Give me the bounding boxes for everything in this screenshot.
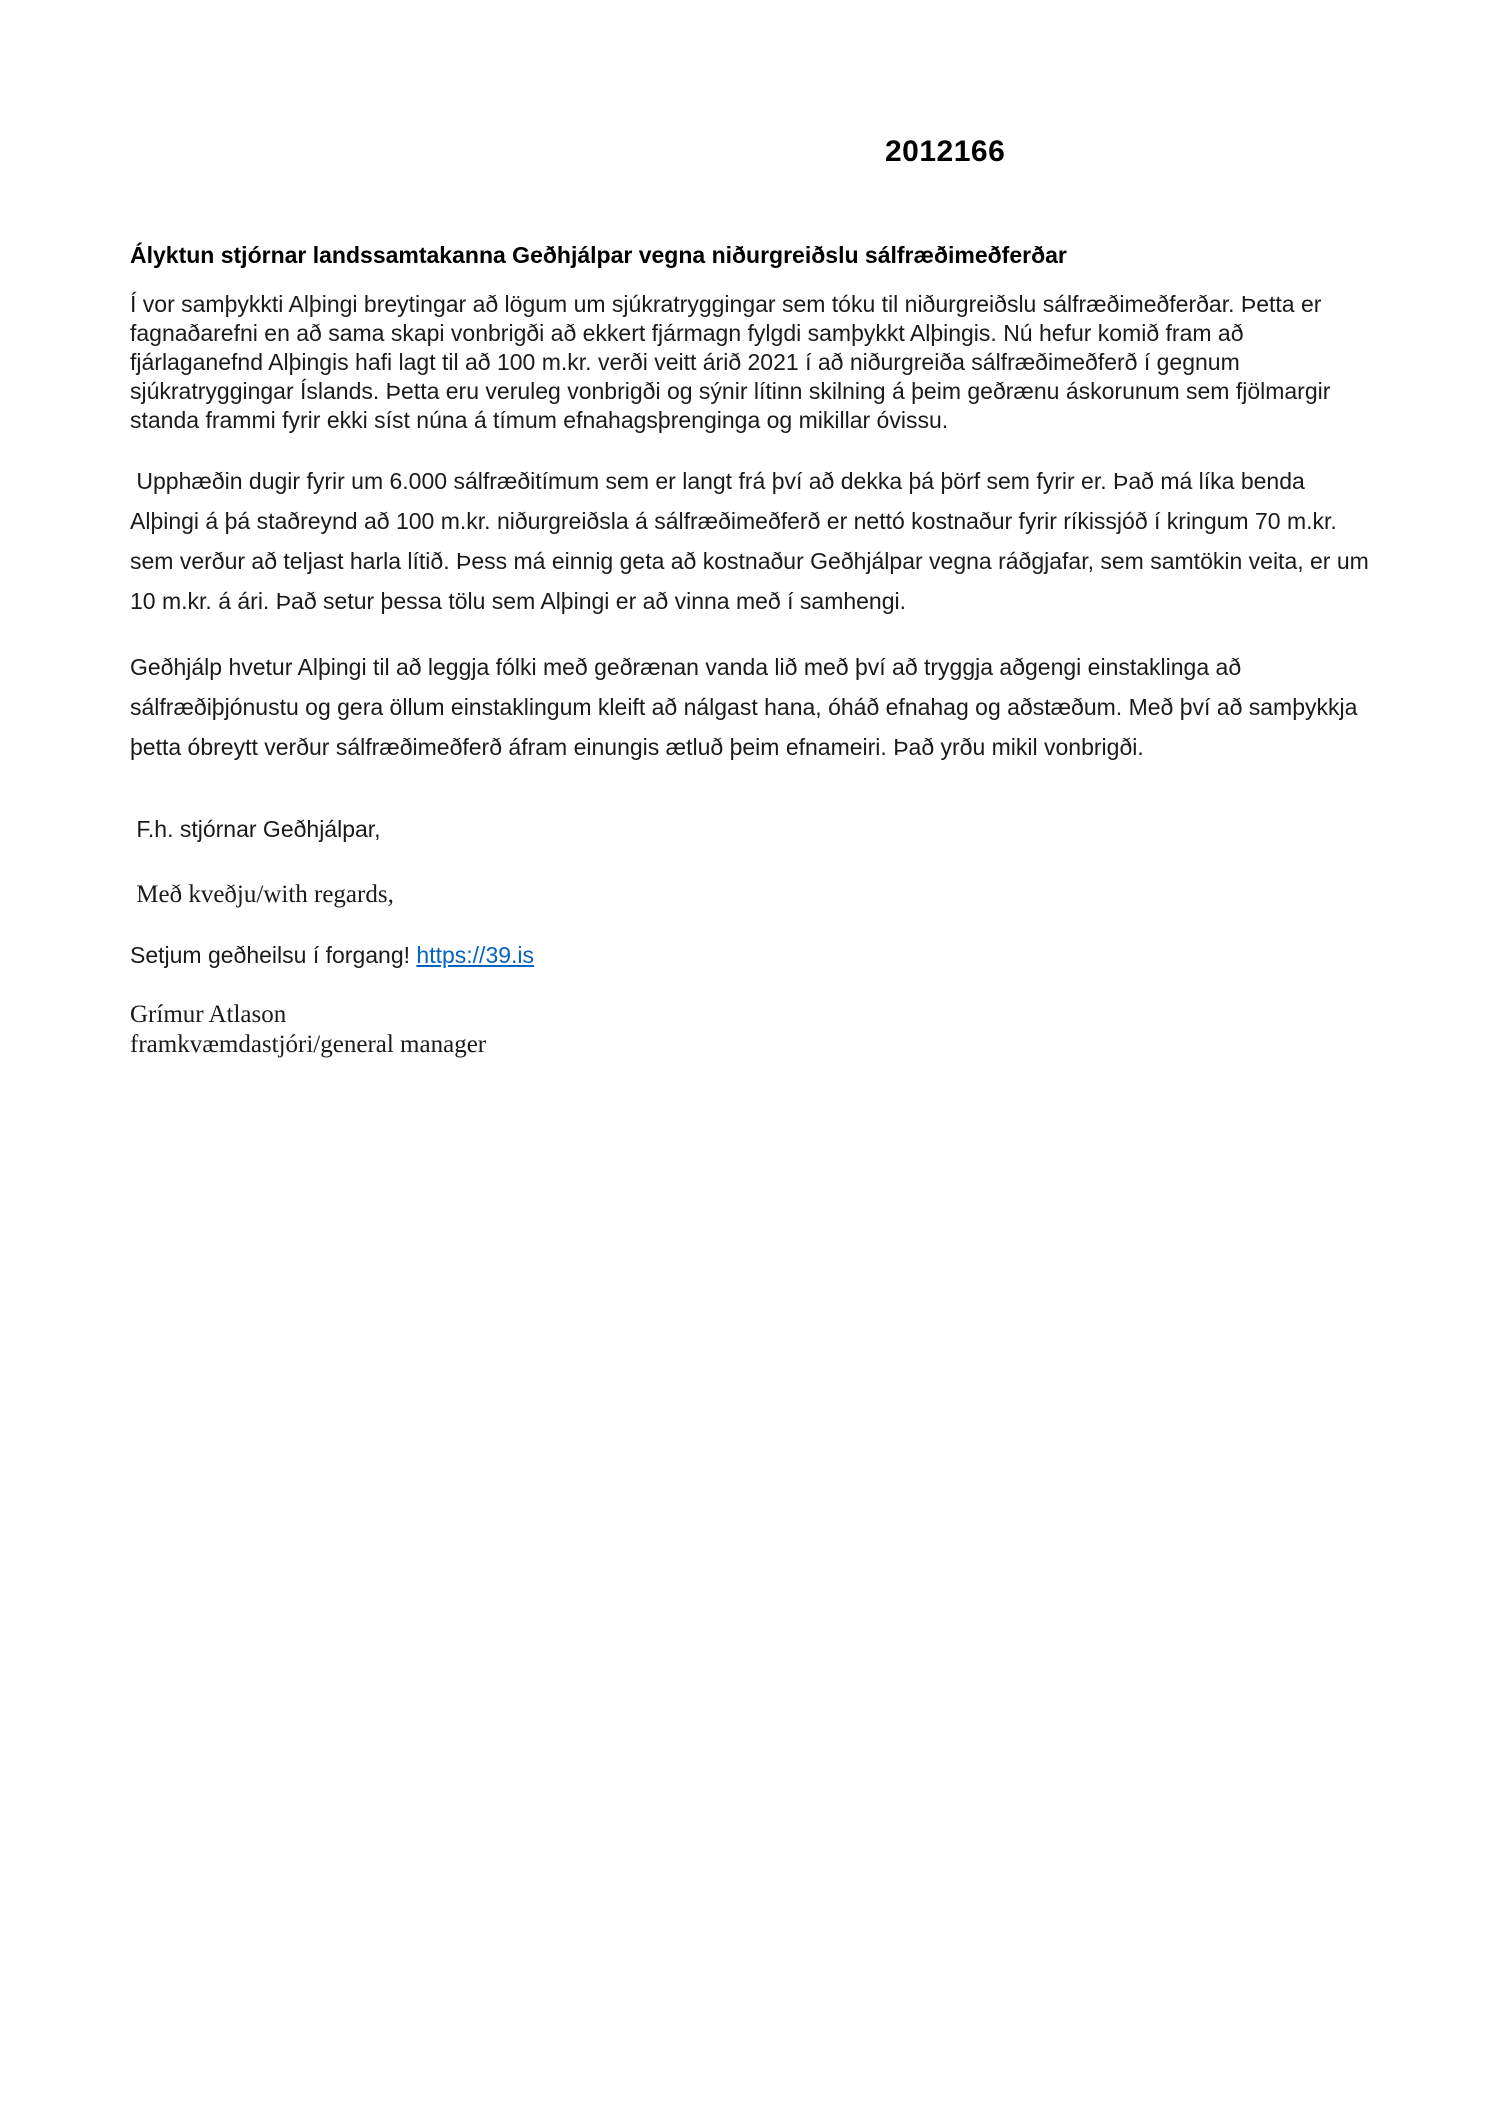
letter-title: Ályktun stjórnar landssamtakanna Geðhjálpar vegna niðurgreiðslu sálfræðimeðferðar [130, 242, 1067, 268]
letter-content [130, 0, 1375, 1060]
signature-block [130, 1000, 1375, 1060]
slogan-text: Setjum geðheilsu í forgang! [130, 942, 417, 968]
doc-number: 2012166 [885, 135, 1006, 168]
signature-name: Grímur Atlason [130, 1001, 287, 1028]
slogan-link[interactable]: https://39.is [416, 942, 535, 968]
paragraph-appeal: Geðhjálp hvetur Alþingi til að leggja fólki með geðrænan vanda lið með því að tryggja aðgengi einstaklinga að sálfræðiþjónustu og gera öllum einstaklingum kleift að nálgast hana, óháð efnahag og aðstæðum. Með því að samþykkja þetta óbreytt verður sálfræðimeðferð áfram einungis ætluð þeim efnameiri. Það yrðu mikil vonbrigði. [130, 654, 1364, 760]
closing-on-behalf: F.h. stjórnar Geðhjálpar, [130, 816, 381, 842]
paragraph-costs: Upphæðin dugir fyrir um 6.000 sálfræðitímum sem er langt frá því að dekka þá þörf sem fyrir er. Það má líka benda Alþingi á þá staðreynd að 100 m.kr. niðurgreiðsla á sálfræðimeðferð er nettó kostnaður fyrir ríkissjóð í kringum 70 m.kr. sem verður að teljast harla lítið. Þess má einnig geta að kostnaður Geðhjálpar vegna ráðgjafar, sem samtökin veita, er um 10 m.kr. á ári. Það setur þessa tölu sem Alþingi er að vinna með í samhengi. [130, 468, 1376, 614]
slogan-line [130, 941, 1375, 970]
paragraph-intro: Í vor samþykkti Alþingi breytingar að lögum um sjúkratryggingar sem tóku til niðurgreiðslu sálfræðimeðferðar. Þetta er fagnaðarefni en að sama skapi vonbrigði að ekkert fjármagn fylgdi samþykkt Alþingis. Nú hefur komið fram að fjárlaganefnd Alþingis hafi lagt til að 100 m.kr. verði veitt árið 2021 í að niðurgreiða sálfræðimeðferð í gegnum sjúkratryggingar Íslands. Þetta eru veruleg vonbrigði og sýnir lítinn skilning á þeim geðrænu áskorunum sem fjölmargir standa frammi fyrir ekki síst núna á tímum efnahagsþrenginga og mikillar óvissu. [130, 291, 1337, 433]
signature-role: framkvæmdastjóri/general manager [130, 1031, 487, 1058]
closing-regards: Með kveðju/with regards, [130, 881, 394, 908]
